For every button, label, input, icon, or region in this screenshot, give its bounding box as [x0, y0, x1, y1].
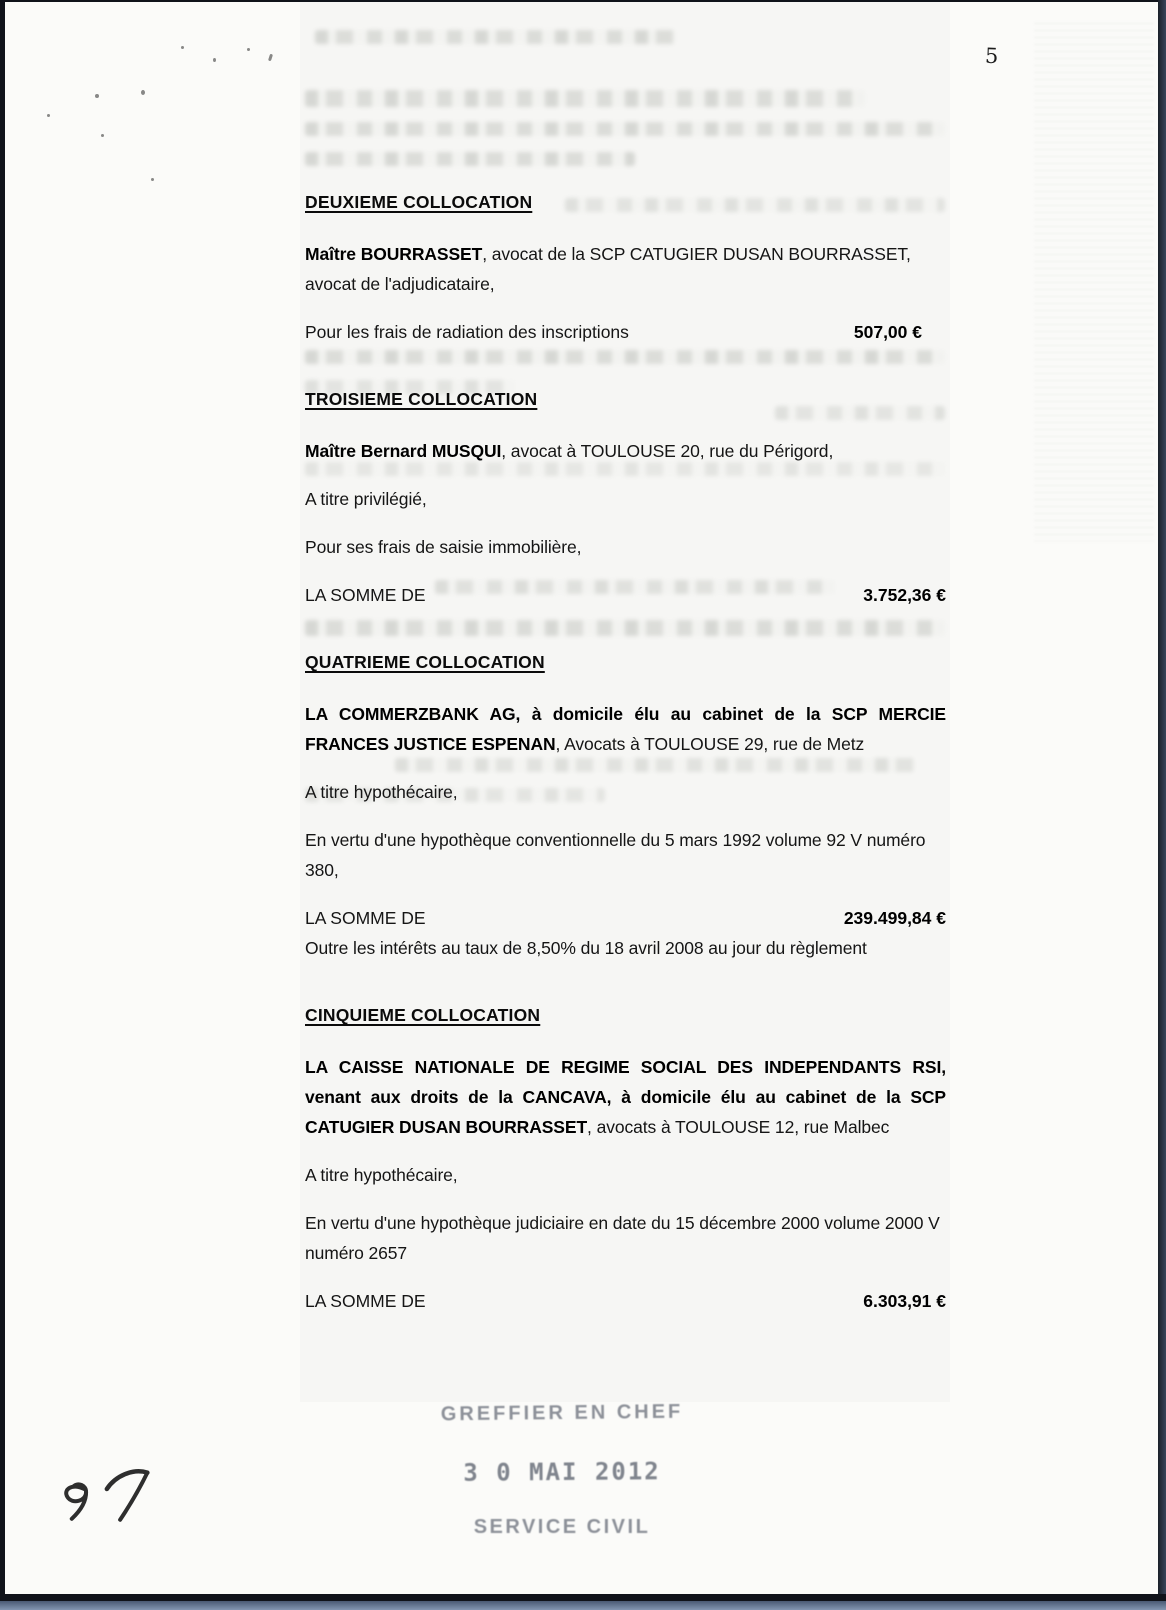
paragraph	[305, 484, 946, 514]
amount-row	[305, 580, 946, 610]
body-text: A titre privilégié,	[305, 489, 427, 509]
bold-text: Maître Bernard MUSQUI	[305, 441, 502, 461]
section-heading: TROISIEME COLLOCATION	[305, 389, 538, 409]
body-text: , Avocats à TOULOUSE 29, rue de Metz	[555, 734, 865, 754]
amount-label: Pour les frais de radiation des inscriptions	[305, 322, 629, 342]
stamp-service: SERVICE CIVIL	[473, 1516, 651, 1538]
paragraph	[305, 532, 946, 562]
scan-noise-artifact	[1034, 22, 1154, 542]
paragraph	[305, 436, 946, 466]
amount-row	[305, 1286, 946, 1316]
body-text: , avocat de la SCP CATUGIER DUSAN BOURRASSET, avocat de l'adjudicataire,	[305, 244, 911, 294]
amount-value: 6.303,91 €	[863, 1291, 946, 1311]
paragraph	[305, 1052, 946, 1142]
page-number: 5	[984, 43, 999, 69]
stamp-title: GREFFIER EN CHEF	[440, 1400, 684, 1426]
body-text: A titre hypothécaire,	[305, 1165, 458, 1185]
pencil-speck	[141, 90, 145, 95]
body-text: A titre hypothécaire,	[305, 782, 458, 802]
paragraph	[305, 933, 946, 963]
handwritten-mark	[53, 1458, 182, 1560]
paragraph	[305, 699, 946, 759]
collocation-section	[305, 1005, 946, 1316]
amount-row	[305, 903, 946, 933]
section-heading: DEUXIEME COLLOCATION	[305, 192, 533, 212]
collocation-section	[305, 652, 946, 963]
amount-row	[305, 317, 946, 347]
body-text: Outre les intérêts au taux de 8,50% du 18 avril 2008 au jour du règlement	[305, 938, 867, 958]
body-text: Pour ses frais de saisie immobilière,	[305, 537, 582, 557]
pencil-speck	[95, 94, 99, 98]
section-heading: QUATRIEME COLLOCATION	[305, 652, 545, 672]
body-text: En vertu d'une hypothèque conventionnelle du 5 mars 1992 volume 92 V numéro 380,	[305, 830, 926, 880]
body-text: En vertu d'une hypothèque judiciaire en date du 15 décembre 2000 volume 2000 V numéro 2657	[305, 1213, 940, 1263]
collocation-section	[305, 389, 946, 610]
body-text: , avocat à TOULOUSE 20, rue du Périgord,	[501, 441, 834, 461]
amount-label: LA SOMME DE	[305, 585, 426, 605]
amount-value: 3.752,36 €	[863, 585, 946, 605]
section-heading: CINQUIEME COLLOCATION	[305, 1005, 541, 1025]
pencil-speck	[268, 54, 273, 62]
pencil-speck	[213, 58, 216, 62]
sections	[305, 192, 946, 1316]
paragraph	[305, 825, 946, 885]
registry-stamp	[362, 1402, 762, 1539]
document-body	[305, 2, 946, 1358]
bold-text: Maître BOURRASSET	[305, 244, 483, 264]
amount-value: 239.499,84 €	[843, 908, 946, 928]
scanned-page	[5, 2, 1158, 1594]
scan-edge-bottom	[0, 1601, 1166, 1610]
scan-edge-right	[1158, 0, 1166, 1594]
collocation-section	[305, 192, 946, 347]
pencil-speck	[101, 134, 104, 137]
paragraph	[305, 1160, 946, 1190]
amount-label: LA SOMME DE	[305, 1291, 426, 1311]
bold-text: LA COMMERZBANK AG, à domicile élu au cabinet de la SCP MERCIE FRANCES JUSTICE ESPENAN	[305, 704, 946, 754]
pencil-speck	[47, 114, 50, 117]
amount-label: LA SOMME DE	[305, 908, 426, 928]
stamp-date: 3 0 MAI 2012	[463, 1457, 661, 1487]
pencil-speck	[151, 178, 154, 181]
paragraph	[305, 777, 946, 807]
amount-value: 507,00 €	[853, 322, 922, 342]
pencil-speck	[247, 48, 250, 51]
paragraph	[305, 1208, 946, 1268]
body-text: , avocats à TOULOUSE 12, rue Malbec	[587, 1117, 890, 1137]
bold-text: LA CAISSE NATIONALE DE REGIME SOCIAL DES INDEPENDANTS RSI, venant aux droits de la CANCAVA, à domicile élu au cabinet de la SCP CATUGIER DUSAN BOURRASSET	[305, 1057, 946, 1137]
pencil-speck	[181, 46, 184, 49]
paragraph	[305, 239, 946, 299]
